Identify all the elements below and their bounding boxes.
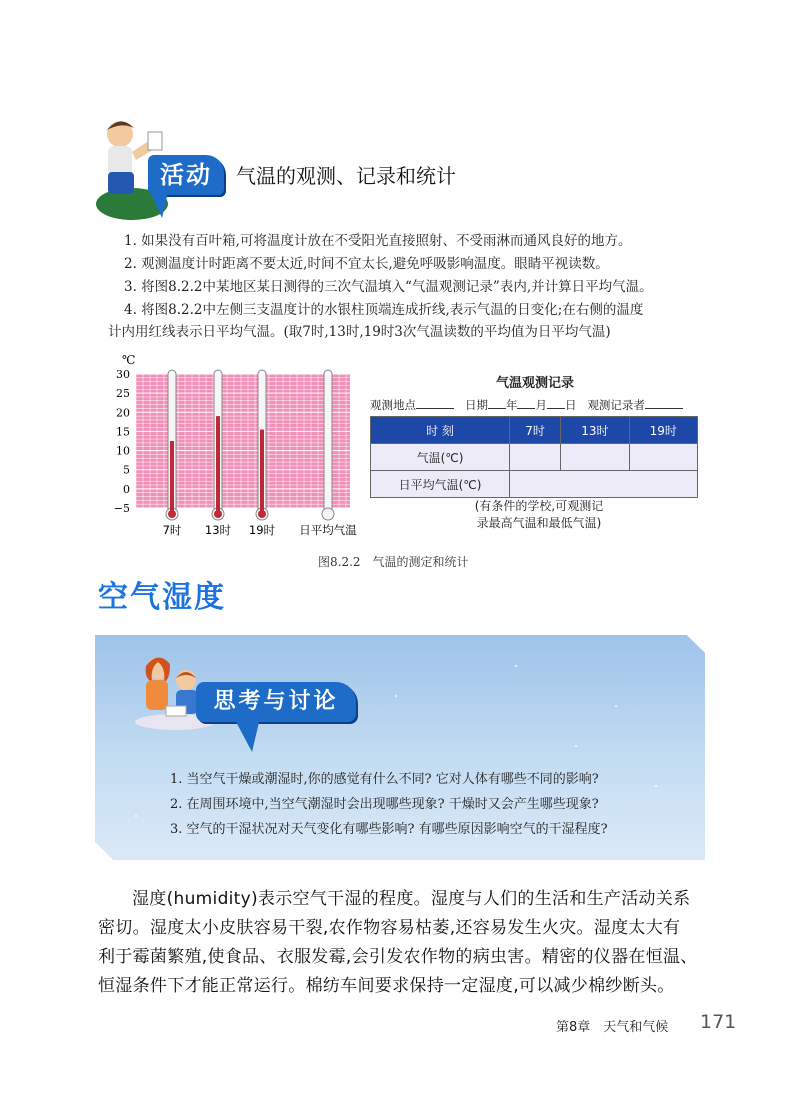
location-label: 观测地点 [370,398,416,412]
year-blank[interactable] [488,397,506,409]
chart-category-label: 19时 [248,523,276,537]
body-line-3: 利于霉菌繁殖,使食品、衣服发霉,会引发农作物的病虫害。精密的仪器在恒温、 [98,947,698,967]
chart-category-label: 日平均气温 [299,523,357,537]
cell-temp-19[interactable] [629,444,697,471]
recorder-label: 观测记录者 [587,398,645,412]
instruction-4-continued: 计内用红线表示日平均气温。(取7时,13时,19时3次气温读数的平均值为日平均气温) [108,324,611,340]
year-label: 年 [505,398,518,412]
thermometer-bulb-fill [214,510,222,518]
chart-y-tick-label: 10 [116,444,130,458]
activity-badge: 活动 [148,155,224,195]
location-blank[interactable] [416,397,454,409]
body-line-4: 恒湿条件下才能正常运行。棉纺车间要求保持一定湿度,可以减少棉纱断头。 [98,976,675,996]
record-fields [370,397,683,413]
chart-y-tick-label: 25 [116,387,130,401]
thermometer-tube [324,370,332,516]
chart-y-tick-label: −5 [113,502,130,515]
thermometer-mercury [260,430,264,516]
question-3: 3. 空气的干湿状况对天气变化有哪些影响? 有哪些原因影响空气的干湿程度? [170,822,608,837]
chart-category-label: 13时 [204,523,232,537]
body-line-2: 密切。湿度太小皮肤容易干裂,农作物容易枯萎,还容易发生火灾。湿度太大有 [98,918,681,938]
recorder-blank[interactable] [645,397,683,409]
header-7: 7时 [510,417,561,444]
question-2: 2. 在周围环境中,当空气潮湿时会出现哪些现象? 干燥时又会产生哪些现象? [170,797,599,812]
day-blank[interactable] [547,397,565,409]
date-label: 日期 [464,398,488,412]
footer-chapter: 第8章 天气和气候 [556,1020,669,1035]
chart-y-tick-label: 0 [123,482,130,496]
row-average-label: 日平均气温(℃) [371,471,510,498]
chart-y-tick-label: 20 [116,406,130,420]
badge-tail-icon [232,718,262,752]
thermometer-chart [100,350,380,550]
table-row [371,471,698,498]
chart-unit-label: ℃ [122,353,136,367]
thermometer-bulb-fill [258,510,266,518]
row-temperature-label: 气温(℃) [371,444,510,471]
header-13: 13时 [561,417,629,444]
discussion-badge: 思考与讨论 [196,682,356,722]
thermometer-mercury [216,416,220,516]
cell-temp-7[interactable] [510,444,561,471]
header-19: 19时 [629,417,697,444]
record-note [444,498,634,532]
instruction-4: 4. 将图8.2.2中左侧三支温度计的水银柱顶端连成折线,表示气温的日变化;在右侧的温度 [124,302,644,318]
badge-tail-icon [148,192,170,218]
thermometer-bulb [322,508,334,520]
table-header-row [371,417,698,444]
month-label: 月 [535,398,547,412]
instruction-2: 2. 观测温度计时距离不要太近,时间不宜太长,避免呼吸影响温度。眼睛平视读数。 [124,256,609,272]
figure-caption: 图8.2.2 气温的测定和统计 [318,555,469,569]
temperature-record-table [370,416,698,498]
table-row [371,444,698,471]
thermometer-bulb-fill [168,510,176,518]
record-table-title: 气温观测记录 [495,376,574,391]
question-1: 1. 当空气干燥或潮湿时,你的感觉有什么不同? 它对人体有哪些不同的影响? [170,772,599,787]
record-note-line-1: (有条件的学校,可观测记 [474,499,604,513]
month-blank[interactable] [517,397,535,409]
chart-y-tick-label: 30 [116,368,130,381]
header-time: 时 刻 [371,417,510,444]
activity-title: 气温的观测、记录和统计 [236,164,456,188]
page-number: 171 [700,1011,737,1033]
chart-y-tick-label: 15 [116,425,130,439]
instruction-3: 3. 将图8.2.2中某地区某日测得的三次气温填入“气温观测记录”表内,并计算日平均气温。 [124,279,653,295]
chart-category-label: 7时 [162,523,182,537]
instruction-1: 1. 如果没有百叶箱,可将温度计放在不受阳光直接照射、不受雨淋而通风良好的地方。 [124,233,632,249]
cell-temp-13[interactable] [561,444,629,471]
record-note-line-2: 录最高气温和最低气温) [476,516,602,530]
thermometer-mercury [170,441,174,516]
body-line-1: 湿度(humidity)表示空气干湿的程度。湿度与人们的生活和生产活动关系 [132,889,691,909]
section-title: 空气湿度 [98,580,226,615]
cell-average[interactable] [510,471,698,498]
day-label: 日 [564,398,577,412]
chart-y-tick-label: 5 [123,463,130,477]
